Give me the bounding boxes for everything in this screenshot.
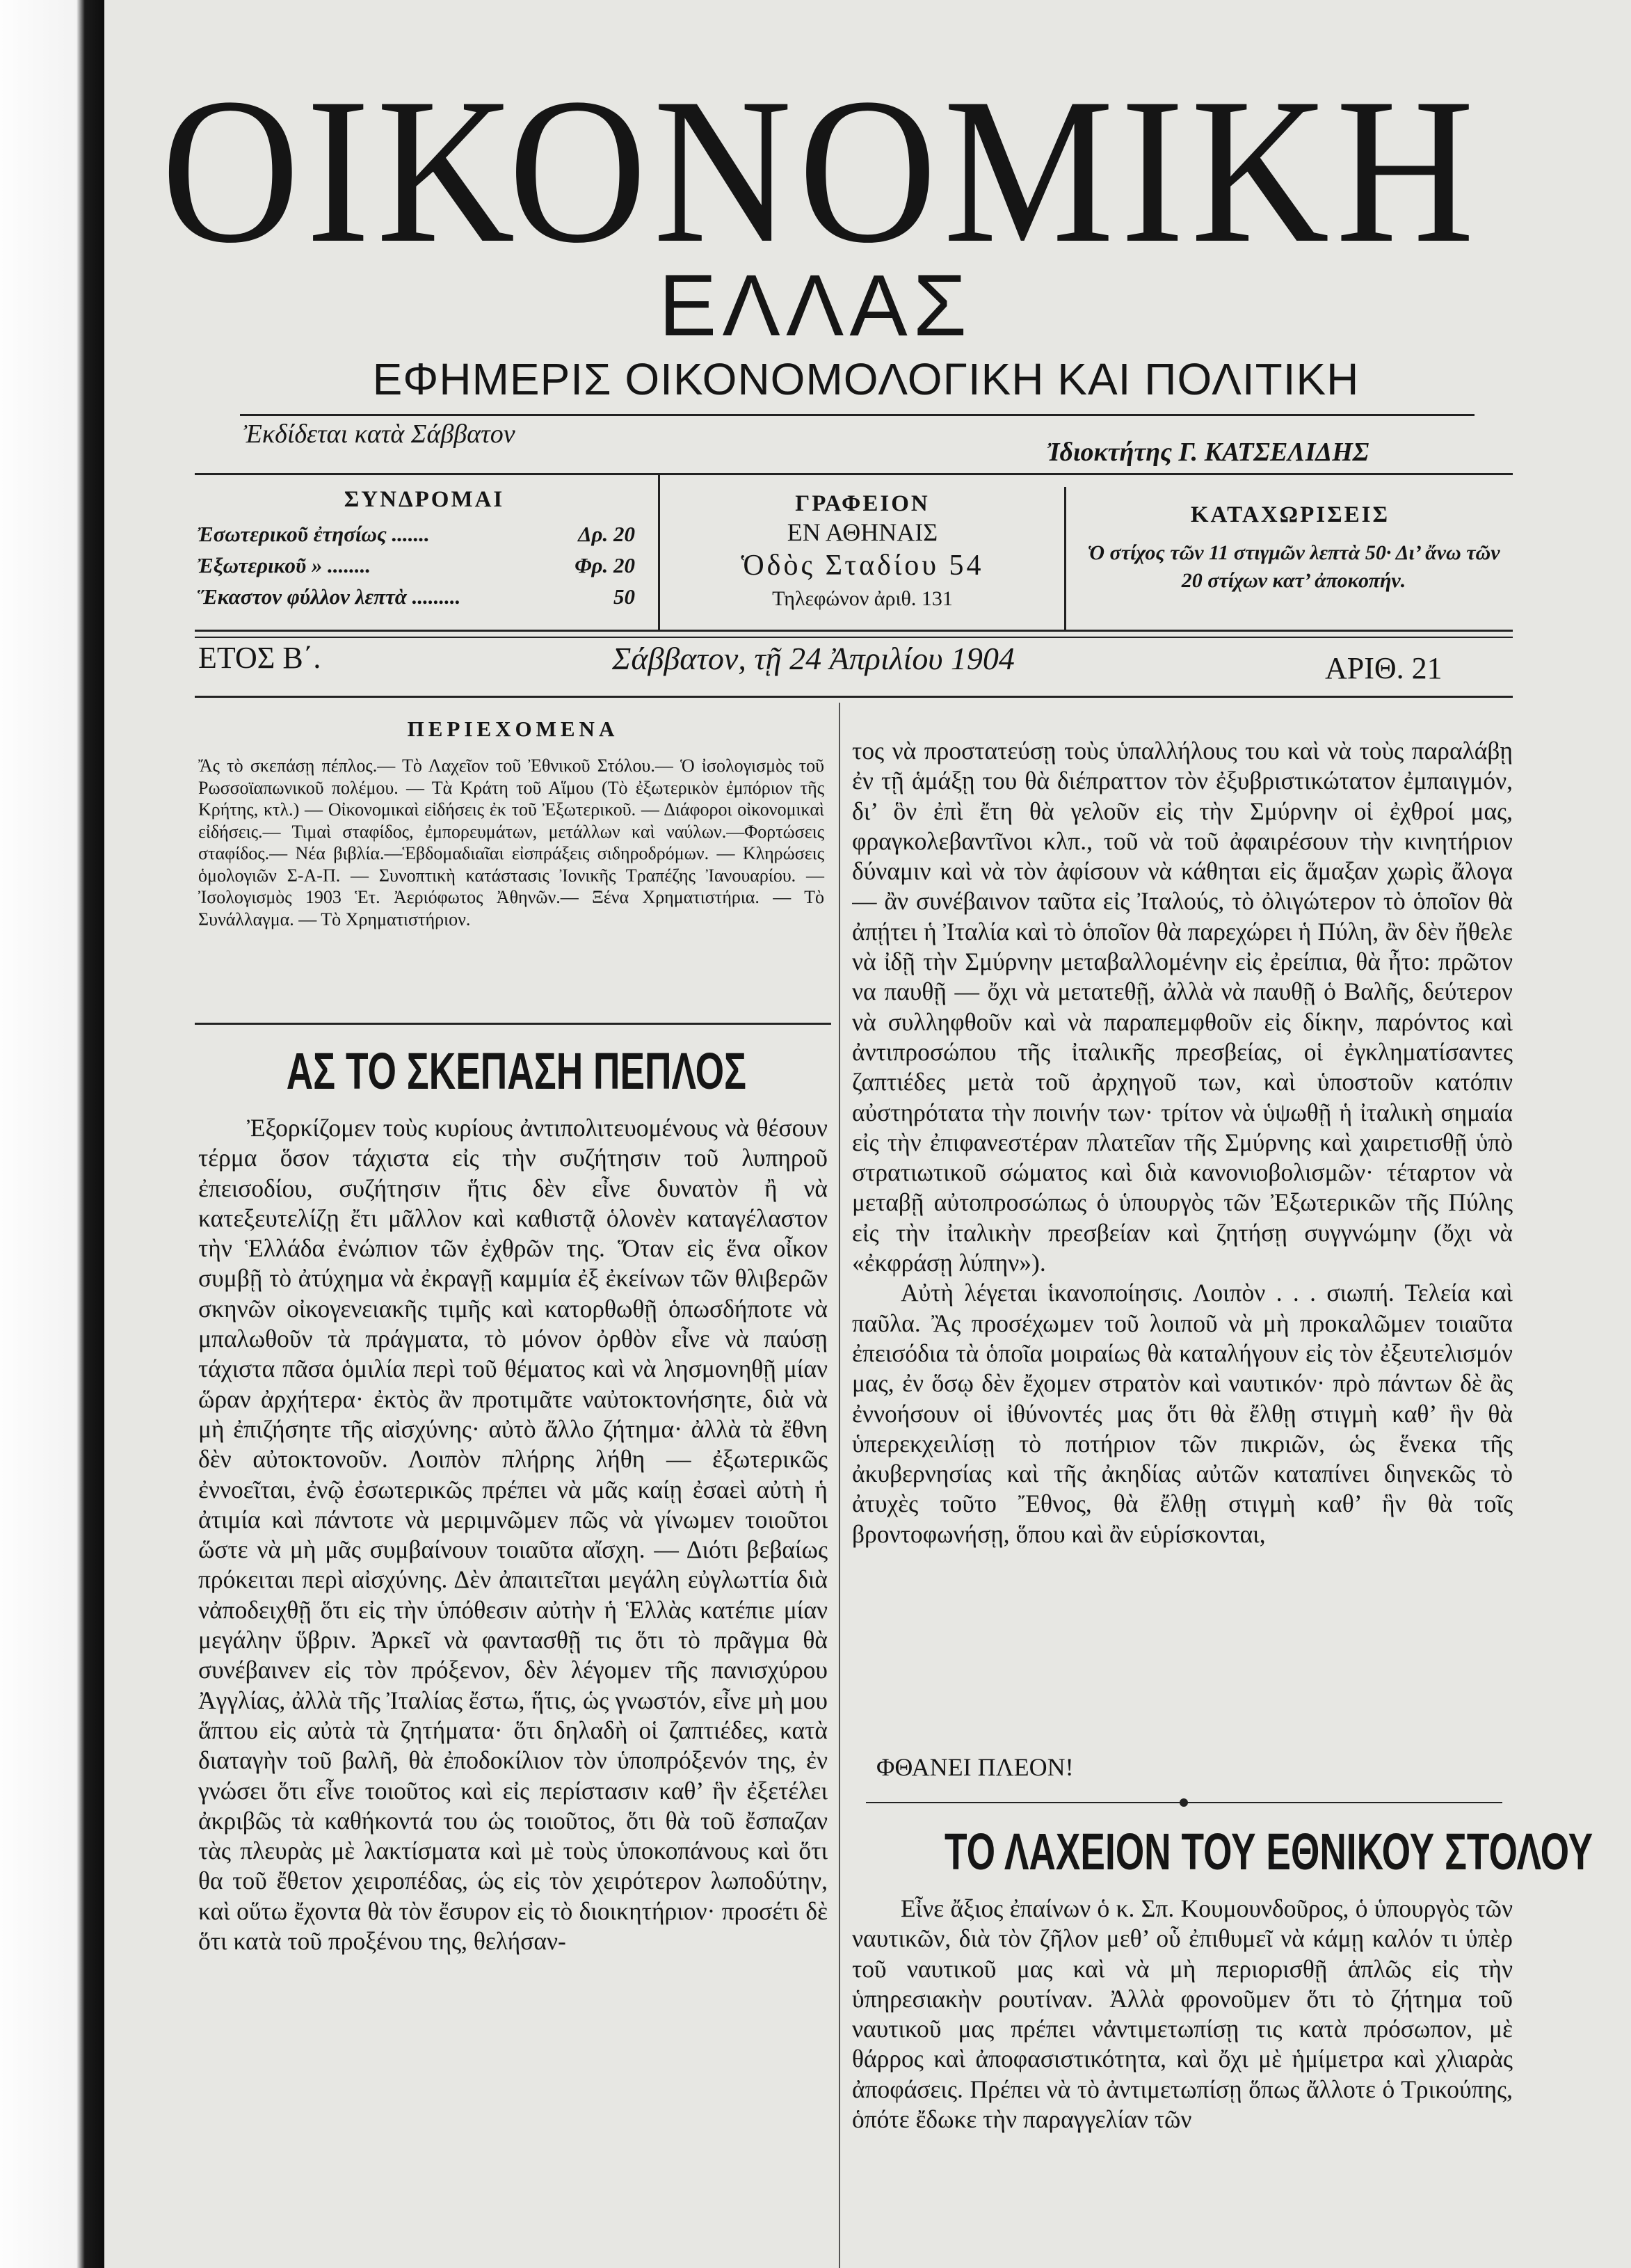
article-closing-exclamation: ΦΘΑΝΕΙ ΠΛΕΟΝ!: [876, 1753, 1074, 1781]
masthead-rule: [240, 414, 1475, 416]
issue-bar-top-rule-2: [195, 637, 1513, 638]
subscription-label: Ἐξωτερικοῦ » ........: [197, 553, 371, 577]
issue-bar-bottom-rule: [195, 696, 1513, 698]
office-city: ΕΝ ΑΘΗΝΑΙΣ: [787, 518, 938, 546]
article-paragraph: τος νὰ προστατεύσῃ τοὺς ὑπαλλήλους του καὶ νὰ τοὺς παραλάβῃ ἐν τῇ ἁμάξῃ του θὰ διέπραττον τὸν ἐξυβριστικώτατον ἐμπαιγμόν, δι’ ὃν ἐπὶ ἔτη θὰ γελοῦν εἰς τὴν Σμύρνην οἱ ἐχθροί μας, φραγκολεβαντῖνοι κλπ., τοῦ νὰ τοῦ ἀφαιρέσουν τὴν κινητήριον δύναμιν καὶ νὰ τὸν ἀφίσουν νὰ κάθηται εἰς ἅμαξαν χωρὶς ἄλογα — ἂν συνέβαινον ταῦτα εἰς Ἰταλούς, τὸ ὀλιγώτερον τὸ ὁποῖον θὰ ἀπῄτει ἡ Ἰταλία καὶ τὸ ὁποῖον θὰ παρεχώρει ἡ Πύλη, ἂν δὲν ἤθελε νὰ ἰδῇ τὴν Σμύρνην μεταβαλλομένην εἰς ἐρείπια, θὰ ἦτο: πρῶτον να παυθῇ — ὄχι νὰ μετατεθῇ, ἀλλὰ νὰ παυθῇ ὁ Βαλῆς, δεύτερον νὰ συλληφθοῦν καὶ νὰ παραπεμφθοῦν εἰς δίκην, παρόντος καὶ ἀντιπροσώπου τῆς ἰταλικῆς πρεσβείας, οἱ ἐγκληματίσαντες ζαπτιέδες μετὰ τοῦ ἀρχηγοῦ των, καὶ ὑποστοῦν κατόπιν αὐστηρότατα τὴν ποινήν των· τρίτον νὰ ὑψωθῇ ἡ ἰταλικὴ σημαία εἰς τὴν ἐπιφανεστέραν πλατεῖαν τῆς Σμύρνης καὶ χαιρετισθῇ ὑπὸ στρατιωτικοῦ σώματος καὶ διὰ κανονιοβολισμῶν· τέταρτον νὰ μεταβῇ αὐτοπροσώπως ὁ ὑπουργὸς τῶν Ἐξωτερικῶν τῆς Πύλης εἰς τὴν ἰταλικὴν πρεσβείαν καὶ ζητήσῃ συγγνώμην (ὄχι νὰ «ἐκφράσῃ λύπην»).: [852, 737, 1513, 1277]
office-block: [661, 491, 1064, 614]
contents-bottom-rule: [195, 1023, 831, 1025]
office-street: Ὁδὸς Σταδίου 54: [741, 550, 984, 582]
contents-list: Ἄς τὸ σκεπάσῃ πέπλος.— Τὸ Λαχεῖον τοῦ Ἐθνικοῦ Στόλου.— Ὁ ἰσολογισμὸς τοῦ Ρωσσοϊαπωνικοῦ πολέμου. — Τὰ Κράτη τοῦ Αἵμου (Τὸ ἐξωτερικὸν ἐμπόριον τῆς Κρήτης, κτλ.) — Οἰκονομικαὶ εἰδήσεις ἐκ τοῦ Ἐξωτερικοῦ. — Διάφοροι οἰκονομικαὶ εἰδήσεις.— Τιμαὶ σταφίδος, ἐμπορευμάτων, μετάλλων καὶ ναύλων.—Φορτώσεις σταφίδος.— Νέα βιβλία.—Ἑβδομαδιαῖαι εἰσπράξεις σιδηροδρόμων. — Κληρώσεις ὁμολογιῶν Σ-Α-Π. — Συνοπτικὴ κατάστασις Ἰονικῆς Τραπέζης Ἰανουαρίου. — Ἰσολογισμὸς 1903 Ἑτ. Ἀεριόφωτος Ἀθηνῶν.— Ξένα Χρηματιστήρια. — Τὸ Συνάλλαγμα. — Τὸ Χρηματιστήριον.: [198, 756, 824, 929]
subscription-price: 50: [613, 584, 635, 609]
article-column-right: [852, 736, 1513, 1682]
issue-bar-top-rule: [195, 630, 1513, 632]
article-column-right-second: [852, 1894, 1513, 2266]
subscription-price: Φρ. 20: [575, 553, 635, 577]
subscription-row: [197, 518, 635, 550]
publication-frequency: Ἐκδίδεται κατὰ Σάββατον: [243, 420, 515, 449]
office-heading: ΓΡΑΦΕΙΟΝ: [795, 491, 930, 516]
owner-line: Ἰδιοκτήτης Γ. ΚΑΤΣΕΛΙΔΗΣ: [1047, 438, 1369, 467]
article-headline: ΤΟ ΛΑΧΕΙΟΝ ΤΟΥ ΕΘΝΙΚΟΥ ΣΤΟΛΟΥ: [945, 1823, 1593, 1880]
office-phone: Τηλεφώνον ἀριθ. 131: [772, 587, 953, 610]
subscription-label: Ἕκαστον φύλλον λεπτὰ .........: [197, 584, 461, 609]
box-divider-1: [658, 473, 660, 630]
header-box-top-rule: [195, 473, 1513, 475]
issue-date: Σάββατον, τῇ 24 Ἀπριλίου 1904: [612, 641, 1015, 676]
article-headline: ΑΣ ΤΟ ΣΚΕΠΑΣΗ ΠΕΠΛΟΣ: [286, 1042, 746, 1100]
masthead-tagline: ΕΦΗΜΕΡΙΣ ΟΙΚΟΝΟΜΟΛΟΓΙΚΗ ΚΑΙ ΠΟΛΙΤΙΚΗ: [372, 354, 1360, 404]
box-divider-2: [1064, 487, 1066, 630]
article-paragraph: Αὐτὴ λέγεται ἱκανοποίησις. Λοιπὸν . . . σιωπή. Τελεία καὶ παῦλα. Ἂς προσέχωμεν τοῦ λοιποῦ νὰ μὴ προκαλῶμεν τοιαῦτα ἐπεισόδια τὰ ὁποῖα μοιραίως θὰ καταλήγουν εἰς τὸν ἐξευτελισμόν μας, ἐν ὅσῳ δὲν ἔχομεν στρατὸν καὶ ναυτικόν· πρὸ πάντων δὲ ἂς ἐννοήσουν οἱ ἰθύνοντές μας ὅτι θὰ ἔλθῃ στιγμὴ καθ’ ἣν θὰ ὑπερεκχειλίσῃ τὸ ποτήριον τῶν πικριῶν, ὡς ἕνεκα τῆς ἀκυβερνησίας καὶ τῆς ἀκηδίας αὐτῶν καταπίνει διηνεκῶς τὸ ἀτυχὲς τοῦτο Ἔθνος, θὰ ἔλθῃ στιγμὴ καθ’ ἣν θὰ τοῖς βροντοφωνήσῃ, ὅπου καὶ ἂν εὑρίσκονται,: [852, 1279, 1513, 1548]
article-paragraph: Ἐξορκίζομεν τοὺς κυρίους ἀντιπολιτευομένους νὰ θέσουν τέρμα ὅσον τάχιστα εἰς τὴν συζήτησιν τοῦ λυπηροῦ ἐπεισοδίου, συζήτησιν ἥτις δὲν εἶνε δυνατὸν ἢ νὰ κατεξευτελίζῃ ἔτι μᾶλλον καὶ καθιστᾷ ὁλονὲν καταγέλαστον τὴν Ἑλλάδα ἐνώπιον τῶν ἐχθρῶν της. Ὅταν εἰς ἕνα οἶκον συμβῇ τὸ ἀτύχημα νὰ ἐκραγῇ καμμία ἐξ ἐκείνων τῶν θλιβερῶν σκηνῶν οἰκογενειακῆς τιμῆς καὶ κατορθωθῇ ὁπωσδήποτε νὰ μπαλωθοῦν τὰ πράγματα, τὸ μόνον ὀρθὸν εἶνε νὰ παύσῃ τάχιστα πᾶσα ὁμιλία περὶ τοῦ θέματος καὶ νὰ λησμονηθῇ μίαν ὥραν ἀρχήτερα· ἐκτὸς ἂν προτιμᾶτε ναὐτοκτονήσητε, διὰ νὰ μὴ ἐπιζήσητε τῆς αἰσχύνης· αὐτὸ ἄλλο ζήτημα· ἀλλὰ τὰ ἔθνη δὲν αὐτοκτονοῦν. Λοιπὸν πλήρης λήθη — ἐξωτερικῶς ἐννοεῖται, ἐνῷ ἐσωτερικῶς πρέπει νὰ μᾶς καίῃ ἐσαεὶ αὐτὴ ἡ ἀτιμία καὶ πάντοτε νὰ μεριμνῶμεν πῶς νὰ γίνωμεν τοιοῦτοι ὥστε νὰ μὴ μᾶς συμβαίνουν τοιαῦτα αἴσχη. — Διότι βεβαίως πρόκειται περὶ αἰσχύνης. Δὲν ἀπαιτεῖται μεγάλη εὐγλωττία διὰ νἀποδειχθῇ ὅτι εἰς τὴν ὑπόθεσιν αὐτὴν ἡ Ἑλλὰς κατέπιε μίαν μεγάλην ὕβριν. Ἀρκεῖ νὰ φαντασθῇ τις ὅτι τὸ πρᾶγμα θὰ συνέβαινεν εἰς τὸν πρόξενον, δὲν λέγομεν τῆς πανισχύρου Ἀγγλίας, ἀλλὰ τῆς Ἰταλίας ἔστω, ἥτις, ὡς γνωστόν, εἶνε μὴ μου ἅπτου εἰς αὐτὰ τὰ ζητήματα· ὅτι δηλαδὴ οἱ ζαπτιέδες, κατὰ διαταγὴν τοῦ βαλῆ, θὰ ἐποδοκίλιον τὸν ὑποπρόξενόν της, ἐν γνώσει ὅτι εἶνε τοιοῦτος καὶ εἰς περίστασιν καθ’ ἣν ἐξετέλει ἀκριβῶς τὰ καθήκοντά του ὡς τοιοῦτος, ὅτι θὰ τοῦ ἔσπαζαν τὰς πλευρὰς μὲ λακτίσματα καὶ μὲ τοὺς ὑποκοπάνους καὶ ὅτι θα τοῦ ἔθετον χειροπέδας, ὡς εἰς τὸν χειρότερον λωποδύτην, καὶ οὕτω ἔχοντα θὰ τὸν ἔσυρον εἰς τὸ διοικητήριον· προσέτι δὲ ὅτι κατὰ τοῦ προξένου της, θελήσαν-: [198, 1114, 828, 1956]
ads-rates: Ὁ στίχος τῶν 11 στιγμῶν λεπτὰ 50· Δι’ ἄνω τῶν 20 στίχων κατ’ ἀποκοπήν.: [1087, 541, 1500, 592]
column-divider: [839, 703, 840, 2268]
masthead-subtitle: ΕΛΛΑΣ: [658, 257, 972, 354]
subscription-row: [197, 550, 635, 581]
subscription-label: Ἐσωτερικοῦ ἐτησίως .......: [197, 522, 430, 546]
subscriptions-table: [197, 518, 635, 612]
subscriptions-heading: ΣΥΝΔΡΟΜΑΙ: [344, 487, 505, 512]
separator-ornament: [1180, 1798, 1188, 1807]
subscription-price: Δρ. 20: [578, 522, 635, 546]
subscription-row: [197, 581, 635, 612]
ads-heading: ΚΑΤΑΧΩΡΙΣΕΙΣ: [1190, 502, 1390, 527]
masthead-title: ΟΙΚΟΝΟΜΙΚΗ: [161, 55, 1481, 286]
article-paragraph: Εἶνε ἄξιος ἐπαίνων ὁ κ. Σπ. Κουμουνδοῦρος, ὁ ὑπουργὸς τῶν ναυτικῶν, διὰ τὸν ζῆλον μεθ’ οὗ ἐπιθυμεῖ νὰ κάμῃ καλόν τι ὑπὲρ τοῦ ναυτικοῦ μας καὶ νὰ μὴ περιορισθῇ ἁπλῶς εἰς τὴν ὑπηρεσιακὴν ρουτίναν. Ἀλλὰ φρονοῦμεν ὅτι τὸ ζήτημα τοῦ ναυτικοῦ μας πρέπει νἀντιμετωπίσῃ τις κατὰ πρόσωπον, μὲ θάρρος καὶ ἀποφασιστικότητα, καὶ ὄχι μὲ ἡμίμετρα καὶ χλιαρὰς ἀποφάσεις. Πρέπει νὰ τὸ ἀντιμετωπίσῃ ὅπως ἄλλοτε ὁ Τρικούπης, ὁπότε ἔδωκε τὴν παραγγελίαν τῶν: [852, 1894, 1513, 2134]
contents-heading: ΠΕΡΙΕΧΟΜΕΝΑ: [407, 717, 619, 741]
issue-number: ΑΡΙΘ. 21: [1325, 651, 1443, 685]
article-column-left: [198, 1113, 828, 2265]
issue-year: ΕΤΟΣ Β΄.: [198, 641, 321, 675]
